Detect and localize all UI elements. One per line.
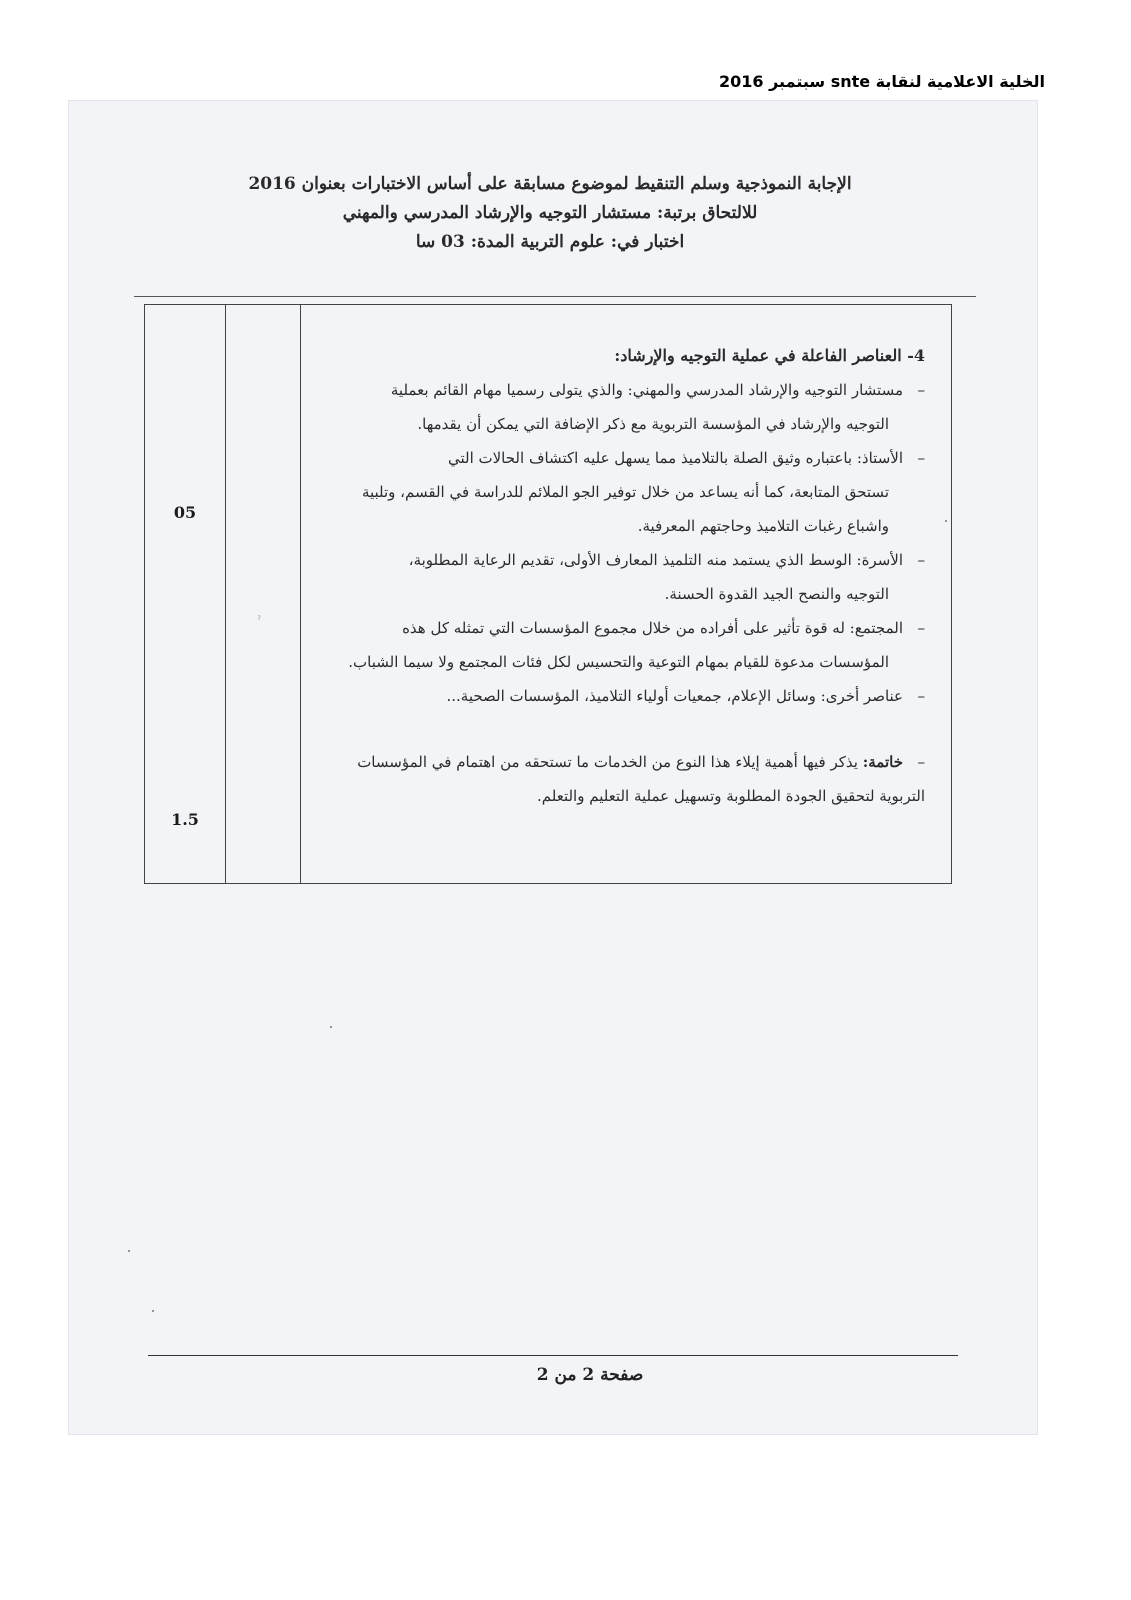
item-continuation: المؤسسات مدعوة للقيام بمهام التوعية والتحسيس لكل فئات المجتمع ولا سيما الشباب. (348, 653, 889, 671)
section-title: 4- العناصر الفاعلة في عملية التوجيه والإرشاد: (614, 346, 925, 365)
list-item (325, 373, 925, 441)
scan-speck (330, 1026, 332, 1028)
answer-column (300, 305, 951, 883)
conclusion-text: يذكر فيها أهمية إيلاء هذا النوع من الخدمات ما تستحقه من اهتمام في المؤسسات التربوية لتحقيق الجودة المطلوبة وتسهيل عملية التعليم والتعلم. (357, 753, 925, 805)
item-continuation: تستحق المتابعة، كما أنه يساعد من خلال توفير الجو الملائم للدراسة في القسم، وتلبية واشباع رغبات التلاميذ وحاجتهم المعرفية. (361, 483, 889, 535)
conclusion (325, 745, 925, 813)
scan-speck (945, 520, 947, 522)
sub-grade-column (225, 305, 300, 883)
page-number: صفحة 2 من 2 (536, 1365, 644, 1385)
scan-mark: ˀ (258, 615, 261, 626)
dash-bullet: – (917, 753, 925, 771)
grade-conclusion: 1.5 (171, 810, 199, 829)
scan-speck (152, 1310, 154, 1312)
document-header (130, 170, 970, 257)
dash-bullet: – (917, 551, 925, 569)
list-item (325, 441, 925, 543)
grade-column (145, 305, 225, 883)
header-divider (134, 296, 976, 297)
dash-bullet: – (917, 687, 925, 705)
top-caption: الخلية الاعلامية لنقابة snte سبتمبر 2016 (719, 72, 1045, 91)
dash-bullet: – (917, 619, 925, 637)
item-first-line: عناصر أخرى: وسائل الإعلام، جمعيات أولياء التلاميذ، المؤسسات الصحية... (446, 687, 903, 705)
item-continuation: التوجيه والنصح الجيد القدوة الحسنة. (664, 585, 889, 603)
header-title: الإجابة النموذجية وسلم التنقيط لموضوع مسابقة على أساس الاختبارات بعنوان 2016 (248, 174, 852, 194)
item-first-line: الأسرة: الوسط الذي يستمد منه التلميذ المعارف الأولى، تقديم الرعاية المطلوبة، (408, 551, 903, 569)
list-item (325, 679, 925, 713)
header-rank: للالتحاق برتبة: مستشار التوجيه والإرشاد المدرسي والمهني (342, 203, 758, 223)
item-continuation: التوجيه والإرشاد في المؤسسة التربوية مع ذكر الإضافة التي يمكن أن يقدمها. (417, 415, 889, 433)
item-first-line: الأستاذ: باعتباره وثيق الصلة بالتلاميذ مما يسهل عليه اكتشاف الحالات التي (447, 449, 903, 467)
item-first-line: المجتمع: له قوة تأثير على أفراده من خلال مجموع المؤسسات التي تمثله كل هذه (402, 619, 903, 637)
item-first-line: مستشار التوجيه والإرشاد المدرسي والمهني: والذي يتولى رسميا مهام القائم بعملية (390, 381, 903, 399)
footer-divider (148, 1355, 958, 1356)
conclusion-label: خاتمة: (862, 753, 903, 771)
grade-section-4: 05 (173, 503, 197, 522)
grading-table (144, 304, 952, 884)
dash-bullet: – (917, 381, 925, 399)
list-item (325, 611, 925, 679)
header-exam: اختبار في: علوم التربية المدة: 03 سا (415, 232, 685, 252)
scan-speck (128, 1250, 130, 1252)
dash-bullet: – (917, 449, 925, 467)
list-item (325, 543, 925, 611)
